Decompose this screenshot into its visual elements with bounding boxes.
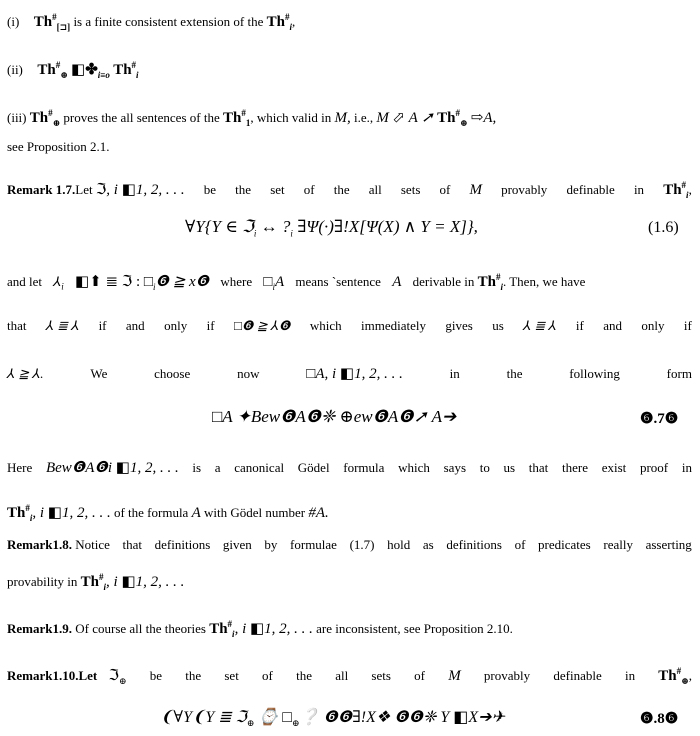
provability-line: provability in $Th^{\#}_i$, i ◧1, 2, . . . (7, 572, 185, 592)
equation-1-7: □A ✦Bew❻A❻❈ ⊕ew❻A❻➚ A➔ (212, 407, 457, 426)
theory-symbol: $Th^{\#}_i$ (266, 12, 292, 32)
that-line: that ⅄ ≣ ⅄ if and only if □❻ ≧ ⅄❻ which immediately gives us ⅄ ≣ ⅄ if and only if (7, 318, 692, 333)
remark-1-7-line: Remark 1.7.Let ℑ, i ◧1, 2, . . . be the set of the all sets of M provably definable in $Th^{\#}_i$, (7, 180, 692, 200)
remark-1-9-line: Remark1.9. Of course all the theories $Th^{\#}_i$, i ◧1, 2, . . . are inconsistent, see Proposition 2.10. (7, 619, 513, 639)
formula: ⇨A, (470, 110, 497, 126)
model-symbol: M, (334, 110, 351, 126)
remark-heading: Remark1.9. (7, 621, 72, 636)
theory-symbol: $Th^{\#}_\oplus$ (437, 108, 468, 128)
remark-heading: Remark1.8. (7, 537, 72, 552)
item-text: proves the all sentences of the (63, 110, 220, 125)
theory-symbol: $Th^{\#}_1$ (222, 108, 251, 128)
equation-1-8: ❨∀Y❨Y ≣ ℑ$_\oplus$ ⌚ $□_\oplus❔$ ❻❻∃!X❖ ❻❻❈ Y ◧X➔✈ (160, 709, 505, 729)
theory-symbol: $Th^{\#}_i$ (113, 60, 139, 80)
of-formula-line: $Th^{\#}_i$, i ◧1, 2, . . . of the formula A with Gödel number #A. (7, 503, 329, 523)
item-label: (i) (7, 14, 20, 29)
item-ii (7, 60, 139, 81)
equation-1-6: ∀Y{Y ∈ ℑ$_i$ ↔ $?_i$ ∃Ψ(·)∃!X[Ψ(X) ∧ Y = X]}, (185, 217, 478, 239)
item-label: (iii) (7, 110, 27, 125)
remark-1-8-line: Remark1.8. Notice that definitions given by formulae (1.7) hold as definitions of predicates really asserting (7, 537, 692, 552)
formula: M ⬀ A ➚ (376, 110, 434, 126)
equation-number: ❻.8❻ (640, 711, 679, 727)
remark-1-10-line: Remark1.10.Let ℑ$_\oplus$ be the set of the all sets of M provably definable in $Th^{\#}_\oplus$, (7, 666, 692, 686)
item-i: (i) $Th^{\#}_{[⊐]}$ is a finite consistent extension of the $Th^{\#}_i$, (7, 12, 296, 32)
item-iii: (iii) $Th^{\#}_\oplus$ proves the all sentences of the $Th^{\#}_1$, which valid in M, i.e., M ⬀ A ➚ $Th^{\#}_\oplus$ ⇨A, (7, 108, 497, 128)
item-text: is a finite consistent extension of the (73, 14, 264, 29)
remark-heading: Remark 1.7. (7, 182, 76, 197)
theory-symbol: $Th^{\#}_\oplus$ (29, 108, 61, 128)
garbled-relation: $◧✤_{i\equiv o}$ (71, 62, 110, 80)
here-line: Here Bew❻A❻i ◧1, 2, . . . is a canonical Gödel formula which says to us that there exist proof in (7, 460, 692, 476)
remark-heading: Remark1.10.Let (7, 668, 98, 683)
theory-symbol: $Th^{\#}_{[⊐]}$ (33, 12, 71, 32)
we-choose-line: ⅄ ≧ ⅄. We choose now □A, i ◧1, 2, . . . in the following form (7, 366, 692, 382)
set-symbol: ℑ$_\oplus$ (108, 668, 127, 686)
equation-number: ❻.7❻ (640, 411, 679, 427)
set-symbol: ℑ, i ◧1, 2, . . . (95, 182, 185, 198)
see-proposition: see Proposition 2.1. (7, 139, 110, 154)
equation-number: (1.6) (648, 219, 679, 236)
and-let-line: and let $⅄_i$ ◧⬆ ≣ ℑ : $□_i❻$ ≧ x❻ where $□_iA$ means `sentence A derivable in $Th^{\#}_i$. Then, we have (7, 272, 586, 292)
theory-symbol: $Th^{\#}_\oplus$ (37, 60, 68, 80)
item-label: (ii) (7, 62, 23, 77)
